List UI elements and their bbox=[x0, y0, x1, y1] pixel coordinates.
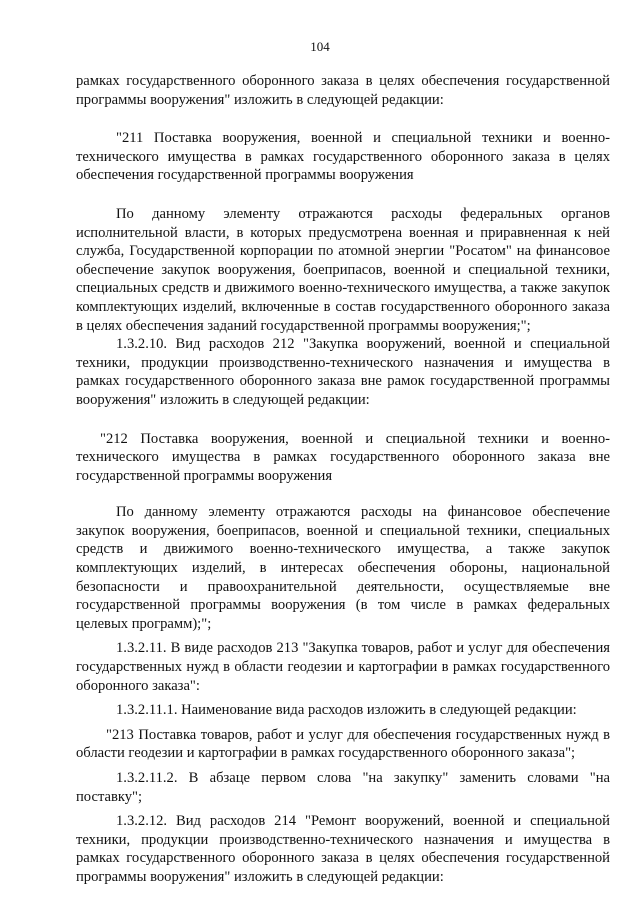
paragraph-item-1-3-2-10: 1.3.2.10. Вид расходов 212 "Закупка вооружений, военной и специальной техники, продукции производственно-технического назначения и имущества в рамках государственного оборонного заказа вне рамок государственной программы вооружения" изложить в следующей редакции: bbox=[76, 336, 610, 408]
paragraph-quote-211: "211 Поставка вооружения, военной и специальной техники и военно-технического имущества в рамках государственного оборонного заказа в целях обеспечения государственной программы вооружения bbox=[76, 130, 610, 184]
paragraph-item-1-3-2-11: 1.3.2.11. В виде расходов 213 "Закупка товаров, работ и услуг для обеспечения государственных нужд в области геодезии и картографии в рамках государственного оборонного заказа": bbox=[76, 640, 610, 694]
paragraph-quote-212: "212 Поставка вооружения, военной и специальной техники и военно-технического имущества в рамках государственного оборонного заказа вне государственной программы вооружения bbox=[76, 430, 610, 484]
paragraph-item-1-3-2-12: 1.3.2.12. Вид расходов 214 "Ремонт вооружений, военной и специальной техники, продукции производственно-технического назначения и имущества в рамках государственного оборонного заказа в целях обеспечения государственной программы вооружения" изложить в следующей редакции: bbox=[76, 813, 610, 885]
paragraph-item-1-3-2-11-1: 1.3.2.11.1. Наименование вида расходов изложить в следующей редакции: bbox=[116, 702, 577, 719]
document-body bbox=[76, 72, 610, 887]
page-number: 104 bbox=[310, 39, 330, 54]
paragraph-description-211: По данному элементу отражаются расходы федеральных органов исполнительной власти, в которых предусмотрена военная и приравненная к ней служба, Государственной корпорации по атомной энергии "Росатом" на финансовое обеспечение закупок вооружения, боеприпасов, военной и специальной техники, специальных средств и движимого военно-технического имущества, а также закупок комплектующих изделий, включенные в состав государственного оборонного заказа в целях обеспечения заданий государственной программы вооружения;"; bbox=[76, 205, 610, 334]
paragraph-description-212: По данному элементу отражаются расходы на финансовое обеспечение закупок вооружения, боеприпасов, военной и специальной техники, специальных средств и движимого военно-технического имущества, а также закупок комплектующих изделий, в интересах обеспечения обороны, национальной безопасности и правоохранительной деятельности, осуществляемые вне государственной программы вооружения (в том числе в рамках федеральных целевых программ);"; bbox=[76, 504, 610, 632]
paragraph-continuation: рамках государственного оборонного заказа в целях обеспечения государственной программы вооружения" изложить в следующей редакции: bbox=[76, 73, 610, 108]
paragraph-quote-213: "213 Поставка товаров, работ и услуг для обеспечения государственных нужд в области геодезии и картографии в рамках государственного оборонного заказа"; bbox=[76, 726, 610, 762]
paragraph-item-1-3-2-11-2: 1.3.2.11.2. В абзаце первом слова "на закупку" заменить словами "на поставку"; bbox=[76, 770, 610, 805]
